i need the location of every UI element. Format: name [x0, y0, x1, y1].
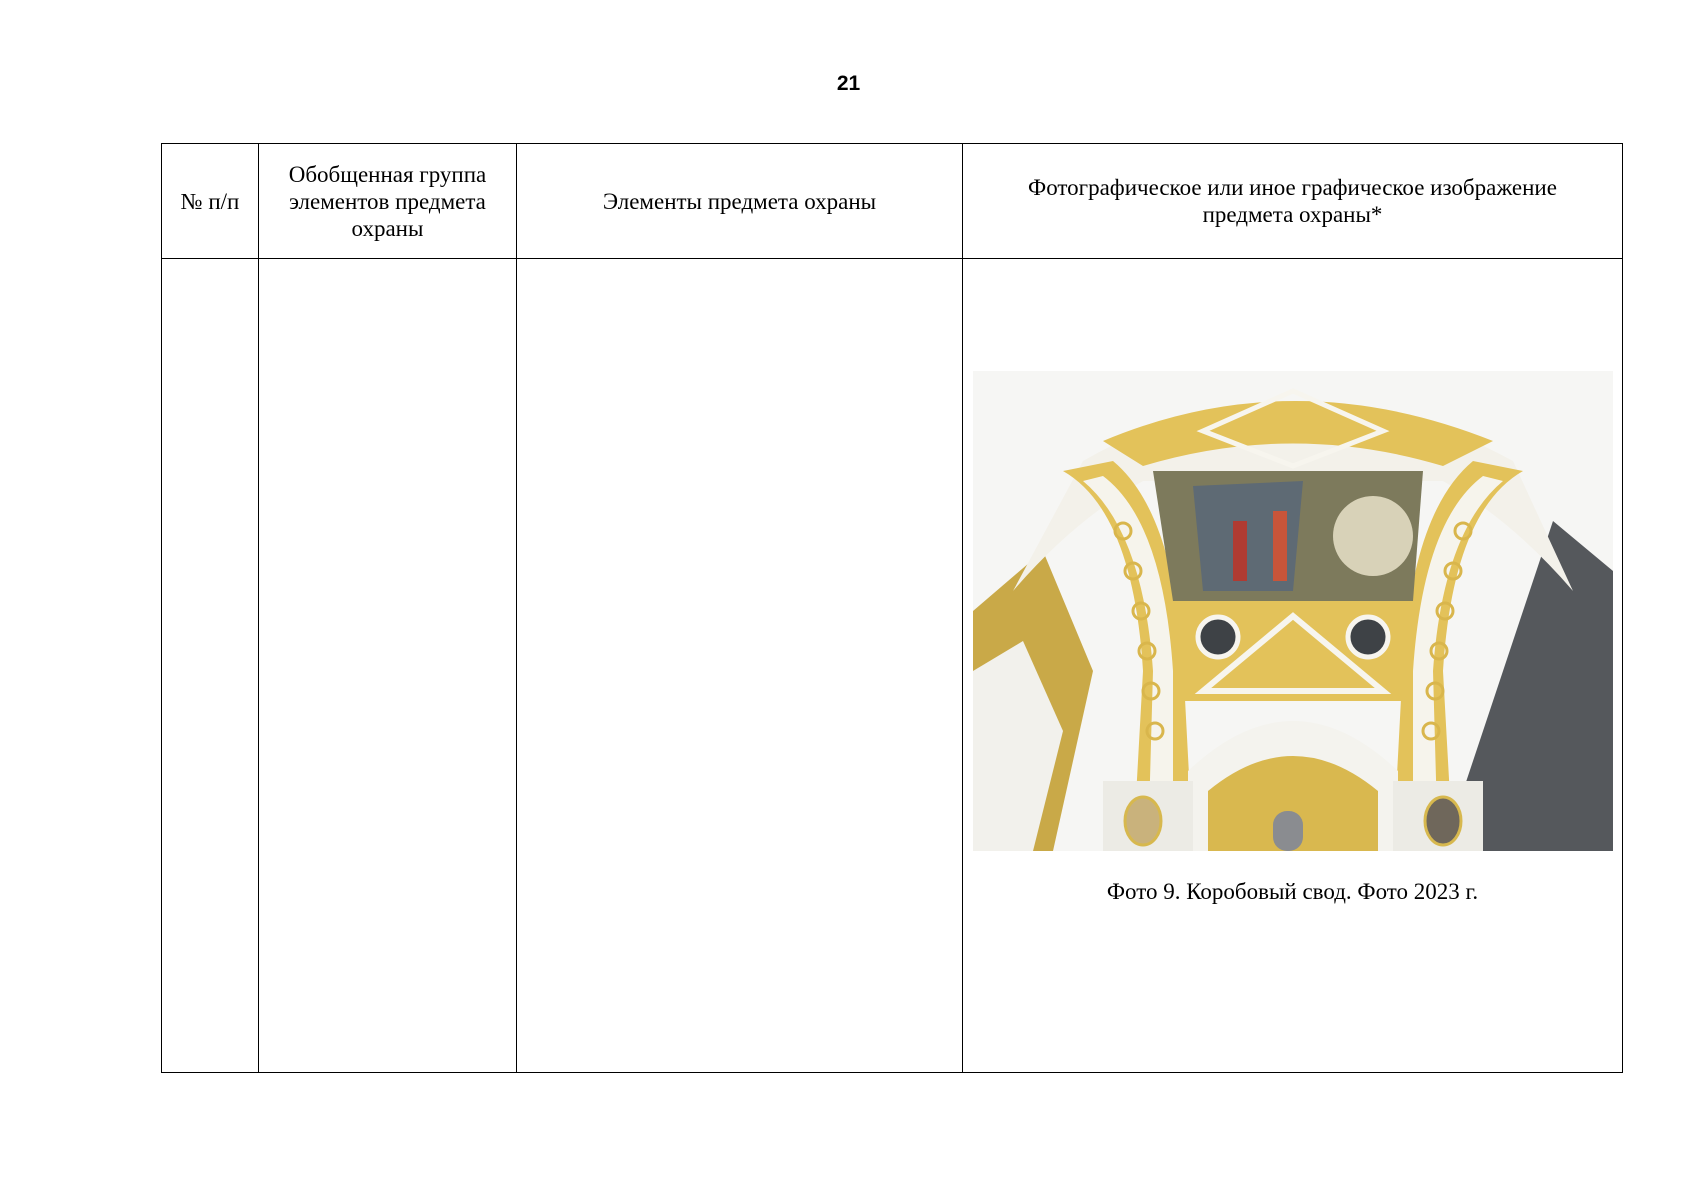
header-elements: Элементы предмета охраны — [517, 144, 963, 259]
cell-elements — [517, 259, 963, 1073]
photo-caption: Фото 9. Коробовый свод. Фото 2023 г. — [1106, 879, 1479, 904]
header-group: Обобщенная группа элементов предмета охраны — [259, 144, 517, 259]
cell-image — [963, 259, 1623, 1073]
header-num: № п/п — [162, 144, 259, 259]
cell-group — [259, 259, 517, 1073]
header-image: Фотографическое или иное графическое изображение предмета охраны* — [963, 144, 1623, 259]
table-header-row — [162, 144, 1623, 259]
protection-table — [161, 143, 1623, 1073]
page-number: 21 — [836, 72, 861, 95]
cell-num — [162, 259, 259, 1073]
vault-photo — [973, 371, 1613, 851]
table-row — [162, 259, 1623, 1073]
